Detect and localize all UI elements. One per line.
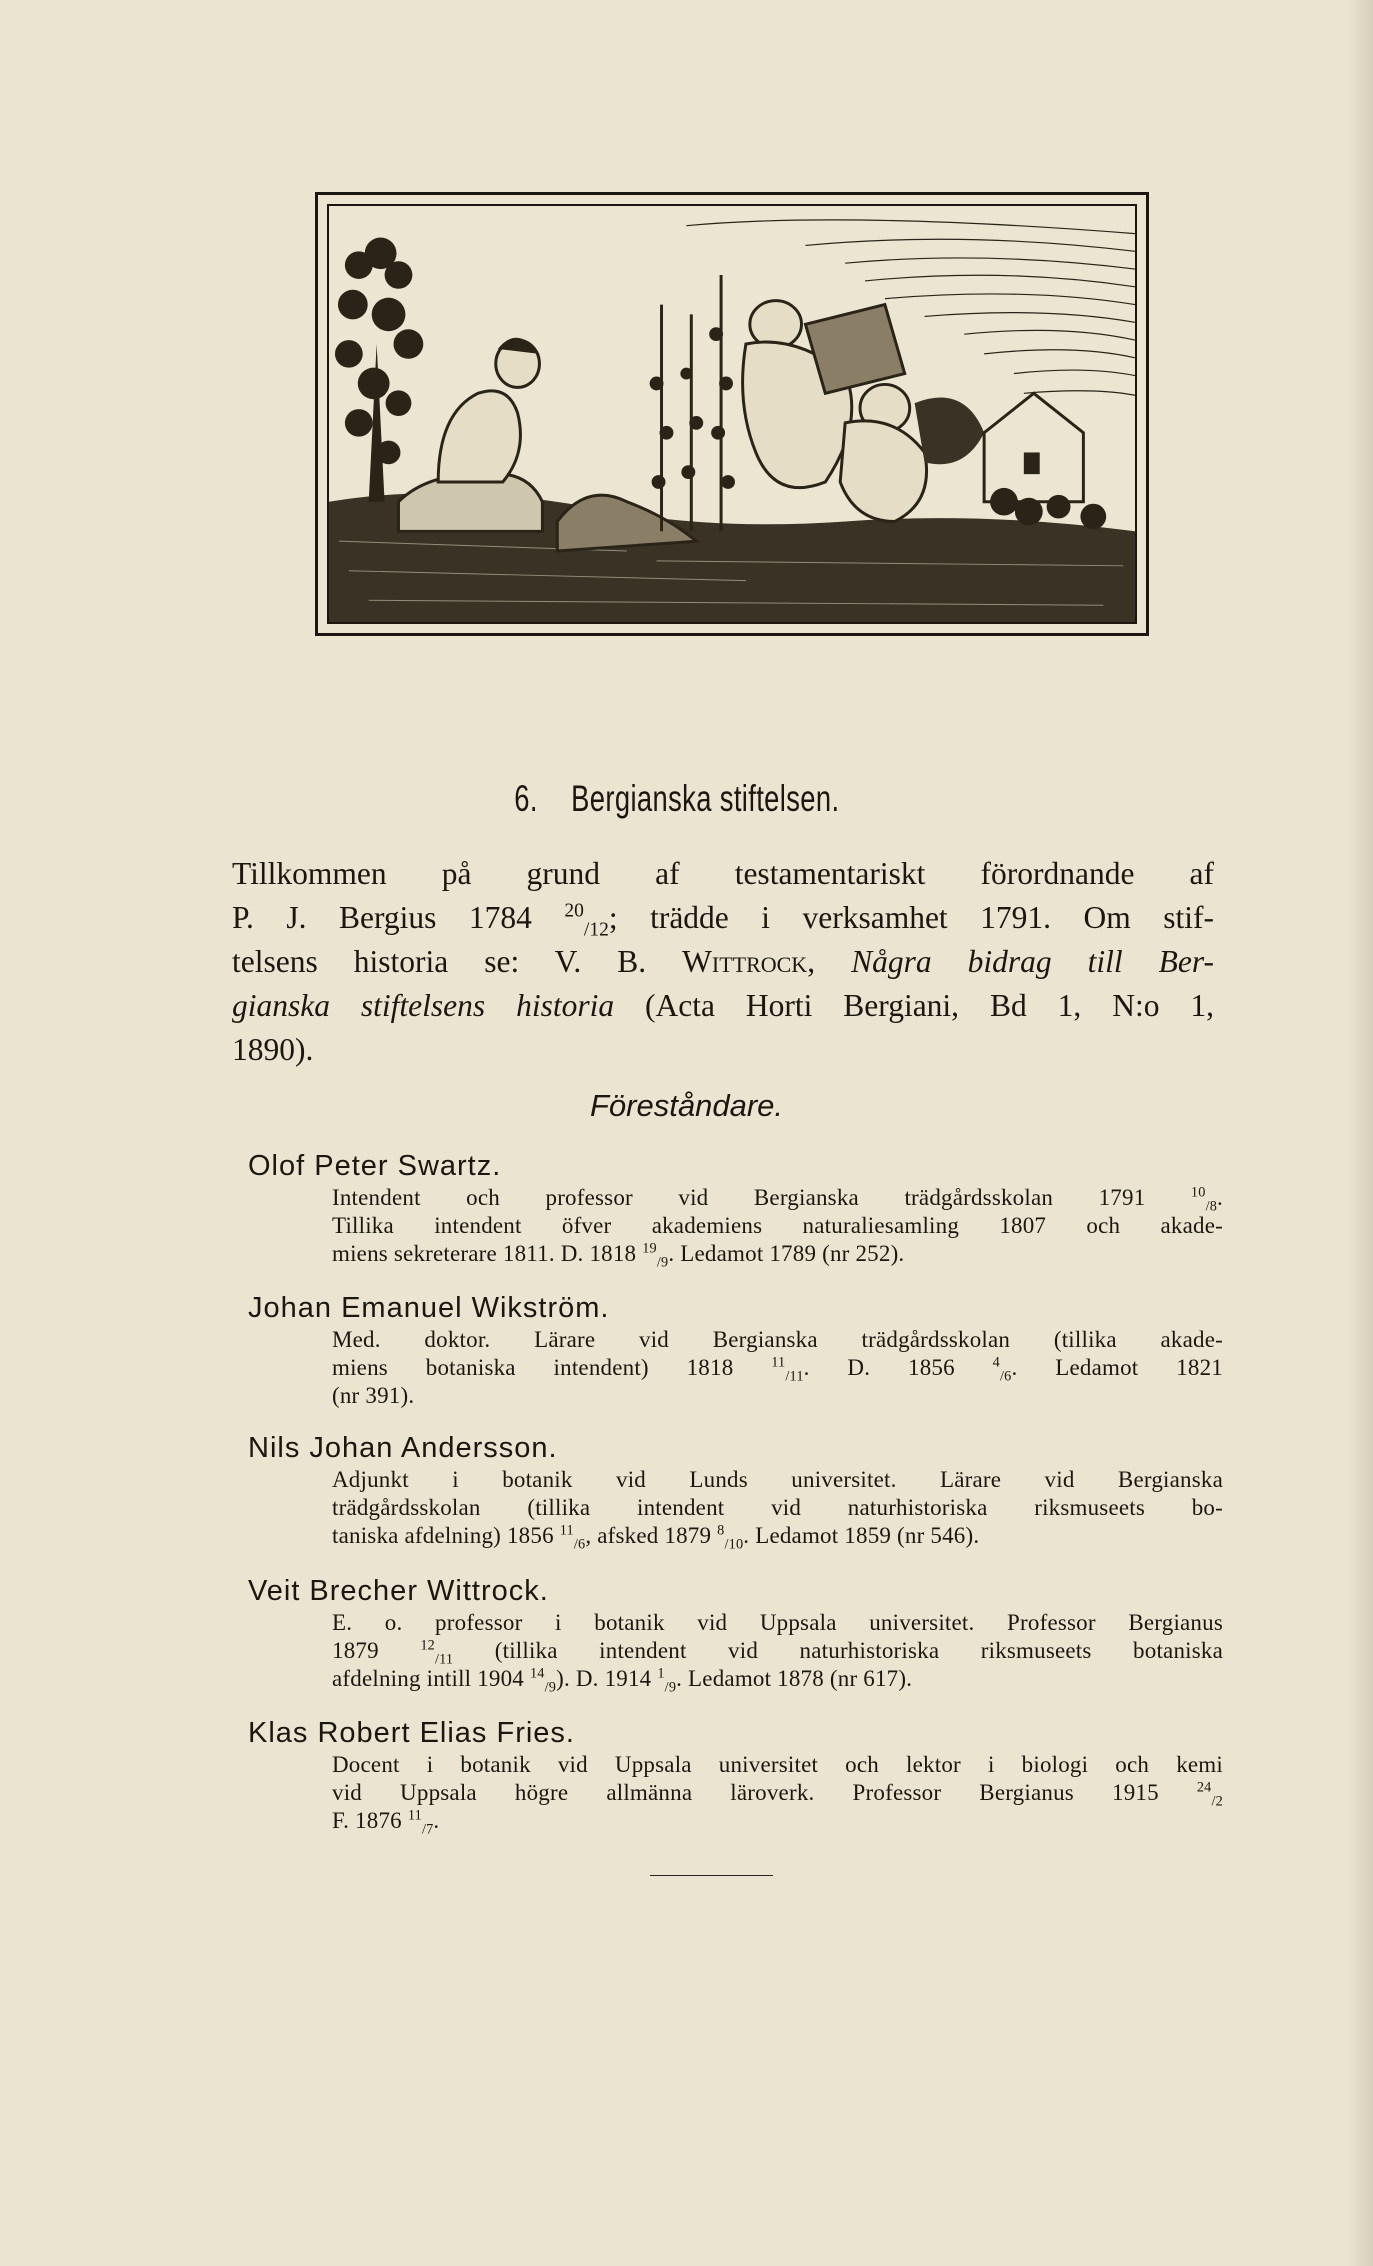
intro-paragraph — [232, 852, 1214, 1072]
entry-name: Klas Robert Elias Fries. — [248, 1717, 575, 1749]
engraving-illustration — [329, 206, 1135, 622]
entry-johan-emanuel-wikstrom — [248, 1290, 1223, 1410]
intro-line: Tillkommen på grund af testamentariskt förordnande af — [232, 856, 1214, 891]
section-title — [0, 778, 1373, 820]
entry-description: Med. doktor. Lärare vid Bergianska trädgårdsskolan (tillika akade- miens botaniska intendent) 1818 $^{11}_{/11}$. D. 1856 $^4_{/6}$. Ledamot 1821 (nr 391). — [332, 1327, 1223, 1408]
entry-description: E. o. professor i botanik vid Uppsala universitet. Professor Bergianus 1879 $^{12}_{/11}$ (tillika intendent vid naturhistoriska riksmuseets botaniska afdelning intill 1904 $^{14}_{/9}$). D. 1914 $^1_{/9}$. Ledamot 1878 (nr 617). — [332, 1610, 1223, 1696]
entry-veit-brecher-wittrock — [248, 1573, 1223, 1696]
entry-description: Intendent och professor vid Bergianska trädgårdsskolan 1791 $^{10}_{/8}$. Tillika intendent öfver akademiens naturaliesamling 1807 och akade- miens sekreterare 1811. D. 1818 $^{19}_{/9}$. Ledamot 1789 (nr 252). — [332, 1184, 1223, 1271]
work-title: gianska stiftelsens historia — [232, 988, 615, 1023]
intro-line: telsens historia se: V. B. Wittrock, Några bidrag till Ber- — [232, 944, 1214, 979]
entry-nils-johan-andersson — [248, 1430, 1223, 1553]
entry-name: Veit Brecher Wittrock. — [248, 1575, 549, 1607]
page-edge-shadow — [1347, 0, 1373, 2266]
entry-klas-robert-elias-fries — [248, 1715, 1223, 1838]
intro-line: gianska stiftelsens historia (Acta Horti Bergiani, Bd 1, N:o 1, — [232, 988, 1214, 1023]
author-smallcaps: Wittrock — [682, 944, 808, 979]
intro-line: 1890). — [232, 1032, 314, 1067]
intro-line: P. J. Bergius 1784 $^{20}_{/12}$; trädde i verksamhet 1791. Om stif- — [232, 900, 1214, 941]
closing-rule — [650, 1875, 773, 1876]
entry-description: Docent i botanik vid Uppsala universitet och lektor i biologi och kemi vid Uppsala högre allmänna läroverk. Professor Bergianus 1915 $^{24}_{/2}$ F. 1876 $^{11}_{/7}$. — [332, 1752, 1223, 1838]
engraving-vignette — [315, 192, 1149, 636]
entry-name: Olof Peter Swartz. — [248, 1150, 502, 1182]
work-title: Några bidrag till Ber- — [851, 944, 1214, 979]
entry-description: Adjunkt i botanik vid Lunds universitet. Lärare vid Bergianska trädgårdsskolan (tillika intendent vid naturhistoriska riksmuseets bo- taniska afdelning) 1856 $^{11}_{/6}$, afsked 1879 $^8_{/10}$. Ledamot 1859 (nr 546). — [332, 1467, 1223, 1553]
entry-name: Nils Johan Andersson. — [248, 1432, 558, 1464]
section-name: Bergianska stiftelsen. — [570, 778, 839, 819]
entry-name: Johan Emanuel Wikström. — [248, 1292, 610, 1324]
section-number: 6. — [514, 778, 538, 819]
subheading: Föreståndare. — [590, 1088, 783, 1123]
engraving-frame — [327, 204, 1137, 624]
entry-olof-peter-swartz — [248, 1148, 1223, 1271]
